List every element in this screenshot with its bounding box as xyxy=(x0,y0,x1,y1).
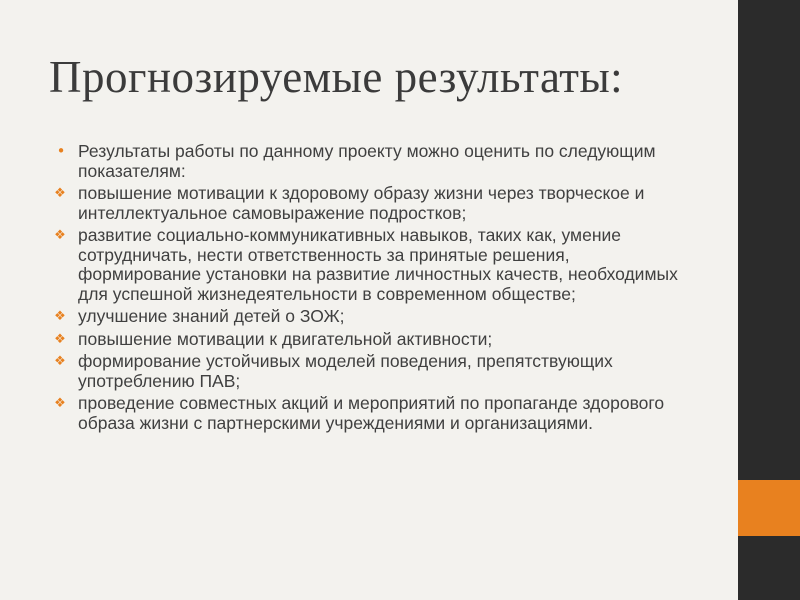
diamond-bullet-icon: ❖ xyxy=(54,354,66,369)
list-item-text: проведение совместных акций и мероприятий по пропаганде здорового образа жизни с партнерскими учреждениями и организациями. xyxy=(78,393,665,433)
diamond-bullet-icon: ❖ xyxy=(54,396,66,411)
diamond-bullet-icon: ❖ xyxy=(54,331,66,347)
list-item xyxy=(48,307,688,327)
diamond-bullet-icon: ❖ xyxy=(54,186,66,201)
diamond-bullet-icon: ❖ xyxy=(54,228,66,243)
list-item-text: развитие социально-коммуникативных навыков, таких как, умение сотрудничать, нести ответственность за принятые решения, формирование установки на развитие личностных качеств, необходимых для успешной жизнедеятельности в современном обществе; xyxy=(78,225,678,304)
list-item xyxy=(48,394,688,433)
intro-item xyxy=(48,142,688,181)
list-item-text: повышение мотивации к двигательной активности; xyxy=(78,328,493,349)
bullet-list xyxy=(48,142,688,436)
list-item-text: повышение мотивации к здоровому образу жизни через творческое и интеллектуальное самовыражение подростков; xyxy=(78,183,645,223)
list-item-text: формирование устойчивых моделей поведения, препятствующих употреблению ПАВ; xyxy=(78,351,613,391)
diamond-bullet-icon: ❖ xyxy=(54,309,66,324)
accent-block xyxy=(738,480,800,536)
list-item xyxy=(48,184,688,223)
list-item xyxy=(48,226,688,304)
slide-title: Прогнозируемые результаты: xyxy=(49,52,624,102)
dot-bullet-icon: • xyxy=(56,142,66,160)
list-item xyxy=(48,330,688,350)
list-item xyxy=(48,352,688,391)
intro-text: Результаты работы по данному проекту можно оценить по следующим показателям: xyxy=(78,141,656,181)
list-item-text: улучшение знаний детей о ЗОЖ; xyxy=(78,306,345,326)
